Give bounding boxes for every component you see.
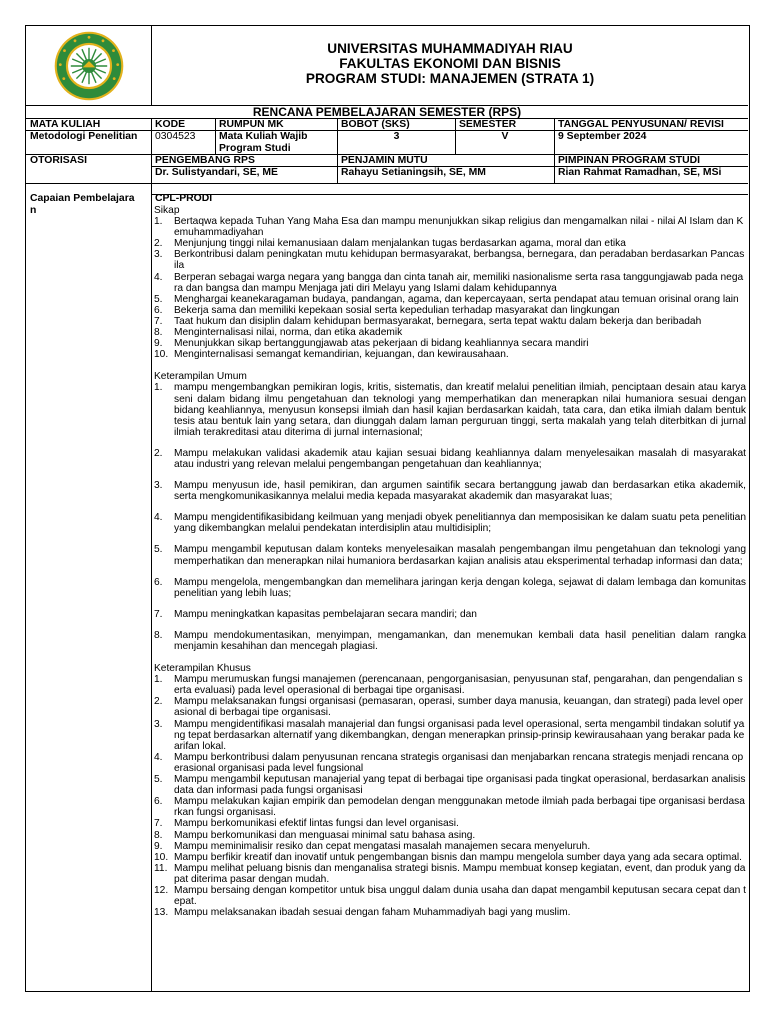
- capaian-label-line: Capaian Pembelajara: [30, 193, 135, 204]
- item-number: 6.: [154, 304, 163, 316]
- pengembang-name: Dr. Sulistyandari, SE, ME: [155, 167, 278, 178]
- khusus-item: [154, 774, 746, 796]
- sikap-item: [154, 349, 746, 360]
- item-number: 8.: [154, 629, 163, 641]
- pimpinan-name: Rian Rahmat Ramadhan, SE, MSi: [558, 167, 722, 178]
- item-text: Mampu melakukan kajian empirik dan pemodelan dengan menggunakan metode ilmiah pada berbagai tipe organisasi berdasarkan fungsi organisasi.: [174, 796, 745, 819]
- khusus-item: [154, 907, 746, 918]
- header-mata-kuliah: MATA KULIAH: [30, 119, 101, 130]
- item-text: Menjunjung tinggi nilai kemanusiaan dalam menjalankan tugas berdasarkan agama, moral dan etika: [174, 238, 626, 250]
- item-number: 1.: [154, 382, 163, 394]
- rps-title: RENCANA PEMBELAJARAN SEMESTER (RPS): [252, 105, 522, 119]
- logo-cell: [26, 26, 152, 105]
- item-number: 4.: [154, 751, 163, 763]
- khusus-item: [154, 885, 746, 907]
- document-header: [26, 26, 748, 106]
- umum-item: [154, 630, 746, 652]
- item-number: 2.: [154, 696, 163, 708]
- item-text: Bertaqwa kepada Tuhan Yang Maha Esa dan mampu menunjukkan sikap religius dan mengamalkan nilai - nilai Al Islam dan Kemuhammadiyahan: [174, 216, 744, 239]
- header-pimpinan: PIMPINAN PROGRAM STUDI: [558, 155, 701, 166]
- header-rumpun-mk: RUMPUN MK: [219, 119, 284, 130]
- item-number: 8.: [154, 327, 163, 339]
- item-text: Taat hukum dan disiplin dalam kehidupan bermasyarakat, bernegara, serta tepat waktu dalam bekerja dan beribadah: [174, 315, 702, 327]
- university-name: UNIVERSITAS MUHAMMADIYAH RIAU: [327, 41, 573, 56]
- item-text: Mampu berkomunikasi efektif lintas fungsi dan level organisasi.: [174, 818, 459, 830]
- cpl-content: [154, 205, 746, 918]
- item-number: 7.: [154, 608, 163, 620]
- course-rumpun: [216, 131, 337, 154]
- khusus-title: Keterampilan Khusus: [154, 663, 251, 675]
- umum-item: [154, 577, 746, 599]
- course-code: 0304523: [155, 131, 196, 142]
- item-number: 6.: [154, 576, 163, 588]
- item-text: Mampu berkontribusi dalam penyusunan rencana strategis organisasi dan menjabarkan rencana strategis menjadi rencana operasional organisasi pada level fungsional: [174, 751, 744, 774]
- item-number: 3.: [154, 480, 163, 492]
- item-number: 9.: [154, 338, 163, 350]
- item-text: Mampu meminimalisir resiko dan cepat mengatasi masalah manajemen secara menyeluruh.: [174, 840, 591, 852]
- item-number: 1.: [154, 674, 163, 686]
- khusus-item: [154, 841, 746, 852]
- header-tanggal: TANGGAL PENYUSUNAN/ REVISI: [558, 119, 724, 130]
- item-number: 3.: [154, 718, 163, 730]
- khusus-item: [154, 852, 746, 863]
- item-text: Mampu meningkatkan kapasitas pembelajaran secara mandiri; dan: [174, 608, 477, 620]
- item-text: Berkontribusi dalam peningkatan mutu kehidupan bermasyarakat, berbangsa, bernegara, dan peradaban berdasarkan Pancasila: [174, 249, 745, 272]
- item-text: Mampu melakukan validasi akademik atau kajian sesuai bidang keahliannya dalam menyelesaikan masalah di masyarakat atau industri yang relevan melalui pengembangan pengetahuan dan keahliannya;: [174, 447, 746, 470]
- program-name: PROGRAM STUDI: MANAJEMEN (STRATA 1): [305, 71, 595, 86]
- rps-document: [25, 25, 750, 992]
- otorisasi-label: OTORISASI: [30, 155, 87, 166]
- item-number: 9.: [154, 840, 163, 852]
- item-text: Mampu mengambil keputusan manajerial yang tepat di berbagai tipe organisasi pada tingkat operasional, berdasarkan analisis data dan informasi pada fungsi organisasi: [174, 774, 746, 797]
- khusus-item: [154, 818, 746, 829]
- course-name: Metodologi Penelitian: [30, 131, 138, 142]
- item-text: Mampu melaksanakan ibadah sesuai dengan faham Muhammadiyah bagi yang muslim.: [174, 907, 571, 919]
- item-text: Mampu bersaing dengan kompetitor untuk bisa unggul dalam dunia usaha dan dapat mengambil keputusan secara cepat dan tepat.: [174, 884, 747, 908]
- sikap-item: [154, 305, 746, 316]
- item-text: Menghargai keanekaragaman budaya, pandangan, agama, dan kepercayaan, serta pendapat atau temuan orisinal orang lain: [174, 293, 739, 305]
- header-kode: KODE: [155, 119, 186, 130]
- item-text: Bekerja sama dan memiliki kepekaan sosial serta kepedulian terhadap masyarakat dan lingkungan: [174, 304, 620, 316]
- item-text: Mampu mengidentifikasi masalah manajerial dan fungsi organisasi pada level operasional, serta mengambil tindakan solutif yang tepat berdasarkan alternatif yang dikembangkan, dengan menerapkan prinsip-prinsip kewirausahaan yang berakar pada kearifan lokal.: [174, 718, 745, 752]
- faculty-name: FAKULTAS EKONOMI DAN BISNIS: [339, 56, 561, 71]
- capaian-label-line: n: [30, 204, 37, 216]
- institution-heading: [152, 41, 748, 86]
- sikap-item: [154, 249, 746, 271]
- khusus-list: [154, 674, 746, 918]
- khusus-item: [154, 696, 746, 718]
- umum-item: [154, 448, 746, 470]
- khusus-item: [154, 752, 746, 774]
- course-rumpun-line: Mata Kuliah Wajib: [219, 131, 308, 142]
- item-number: 4.: [154, 512, 163, 524]
- sikap-item: [154, 238, 746, 249]
- item-number: 11.: [154, 862, 168, 874]
- item-number: 6.: [154, 796, 163, 808]
- khusus-item: [154, 719, 746, 752]
- item-number: 10.: [154, 851, 169, 863]
- grid-line: [151, 118, 152, 991]
- item-text: mampu mengembangkan pemikiran logis, kritis, sistematis, dan kreatif melalui penelitian ilmiah, penciptaan desain atau karya seni dalam bidang ilmu pengetahuan dan teknologi yang memperhatikan dan menerapkan nilai humaniora sesuai dengan bidang keahliannya, menyusun konsepsi ilmiah dan hasil kajian berdasarkan kaidah, tata cara, dan etika ilmiah dalam bentuk tesis atau bentuk lain yang setara, dan diunggah dalam laman perguruan tinggi, serta makalah yang telah diterbitkan di jurnal ilmiah terakreditasi atau diterima di jurnal internasional;: [174, 382, 746, 438]
- cpl-heading: CPL-PRODI: [155, 193, 213, 204]
- sikap-item: [154, 294, 746, 305]
- item-number: 5.: [154, 774, 163, 786]
- university-seal-icon: [54, 31, 124, 101]
- sikap-item: [154, 216, 746, 238]
- item-text: Mampu melaksanakan fungsi organisasi (pemasaran, operasi, sumber daya manusia, keuangan, dan strategi) pada level operasional di berbagai tipe organisasi.: [174, 696, 744, 719]
- item-text: Menginternalisasi nilai, norma, dan etika akademik: [174, 327, 403, 339]
- umum-item: [154, 382, 746, 437]
- item-text: Mampu berfikir kreatif dan inovatif untuk pengembangan bisnis dan mampu mengelola sumber daya yang ada secara optimal.: [174, 851, 742, 863]
- item-text: Mampu mengidentifikasibidang keilmuan yang menjadi obyek penelitiannya dan memposisikan ke dalam suatu peta penelitian yang dikembangkan melalui pendekatan interdisiplin atau multidisiplin;: [174, 512, 746, 535]
- item-text: Mampu mendokumentasikan, menyimpan, mengamankan, dan menemukan kembali data hasil penelitian dalam rangka menjamin kesahihan dan mencegah plagiasi.: [174, 629, 746, 652]
- capaian-label: [27, 193, 151, 216]
- header-pengembang: PENGEMBANG RPS: [155, 155, 255, 166]
- umum-list: [154, 382, 746, 652]
- item-text: Menunjukkan sikap bertanggungjawab atas pekerjaan di bidang keahliannya secara mandiri: [174, 338, 589, 350]
- umum-item: [154, 609, 746, 620]
- course-date: 9 September 2024: [558, 131, 647, 142]
- khusus-item: [154, 674, 746, 696]
- item-text: Mampu mengelola, mengembangkan dan memelihara jaringan kerja dengan kolega, sejawat di dalam lembaga dan komunitas penelitian yang lebih luas;: [174, 576, 746, 599]
- umum-item: [154, 480, 746, 502]
- header-penjamin: PENJAMIN MUTU: [341, 155, 428, 166]
- sikap-list: [154, 216, 746, 360]
- khusus-item: [154, 796, 746, 818]
- item-number: 8.: [154, 829, 163, 841]
- item-text: Mampu berkomunikasi dan menguasai minimal satu bahasa asing.: [174, 829, 476, 841]
- item-text: Mampu mengambil keputusan dalam konteks menyelesaikan masalah pengembangan ilmu pengetahuan dan teknologi yang memperhatikan dan menerapkan nilai humaniora berdasarkan kajian analisis atau eksperimental terhadap informasi dan data;: [174, 544, 746, 567]
- item-text: Mampu melihat peluang bisnis dan menganalisa strategi bisnis. Mampu membuat konsep kegiatan, event, dan produk yang dapat diterima pasar dengan mudah.: [174, 862, 746, 885]
- course-sks: 3: [393, 131, 400, 142]
- header-bobot: BOBOT (SKS): [341, 119, 410, 130]
- item-text: Mampu menyusun ide, hasil pemikiran, dan argumen saintifik secara bertanggung jawab dan berdasarkan etika akademik, serta mengkomunikasikannya melalui media kepada masyarakat akademik dan masyarakat luas;: [174, 480, 746, 503]
- item-number: 1.: [154, 216, 163, 228]
- sikap-item: [154, 327, 746, 338]
- item-number: 10.: [154, 349, 169, 361]
- umum-item: [154, 512, 746, 534]
- khusus-item: [154, 830, 746, 841]
- sikap-title: Sikap: [154, 205, 180, 216]
- khusus-item: [154, 863, 746, 885]
- item-number: 5.: [154, 544, 163, 556]
- header-semester: SEMESTER: [459, 119, 517, 130]
- item-number: 12.: [154, 884, 169, 896]
- item-number: 13.: [154, 907, 169, 919]
- item-number: 3.: [154, 249, 163, 261]
- sikap-item: [154, 316, 746, 327]
- item-number: 2.: [154, 447, 163, 459]
- course-semester: V: [501, 131, 509, 142]
- sikap-item: [154, 338, 746, 349]
- umum-item: [154, 544, 746, 566]
- grid-line: [26, 183, 748, 184]
- umum-title: Keterampilan Umum: [154, 371, 247, 383]
- item-number: 5.: [154, 293, 163, 305]
- sikap-item: [154, 272, 746, 294]
- item-number: 7.: [154, 818, 163, 830]
- item-text: Mampu merumuskan fungsi manajemen (perencanaan, pengorganisasian, penyusunan staf, pengarahan, dan pengendalian serta evaluasi) pada level operasional di berbagai tipe organisasi.: [174, 674, 743, 697]
- course-rumpun-line: Program Studi: [219, 142, 291, 154]
- item-number: 2.: [154, 238, 163, 250]
- item-text: Menginternalisasi semangat kemandirian, kejuangan, dan kewirausahaan.: [174, 349, 509, 361]
- item-number: 4.: [154, 271, 163, 283]
- item-number: 7.: [154, 315, 163, 327]
- item-text: Berperan sebagai warga negara yang bangga dan cinta tanah air, memiliki nasionalisme serta rasa tanggungjawab pada negara dan bangsa dan mampu Menjaga jati diri Melayu yang Islami dalam kehidupannya: [174, 271, 744, 294]
- penjamin-name: Rahayu Setianingsih, SE, MM: [341, 167, 486, 178]
